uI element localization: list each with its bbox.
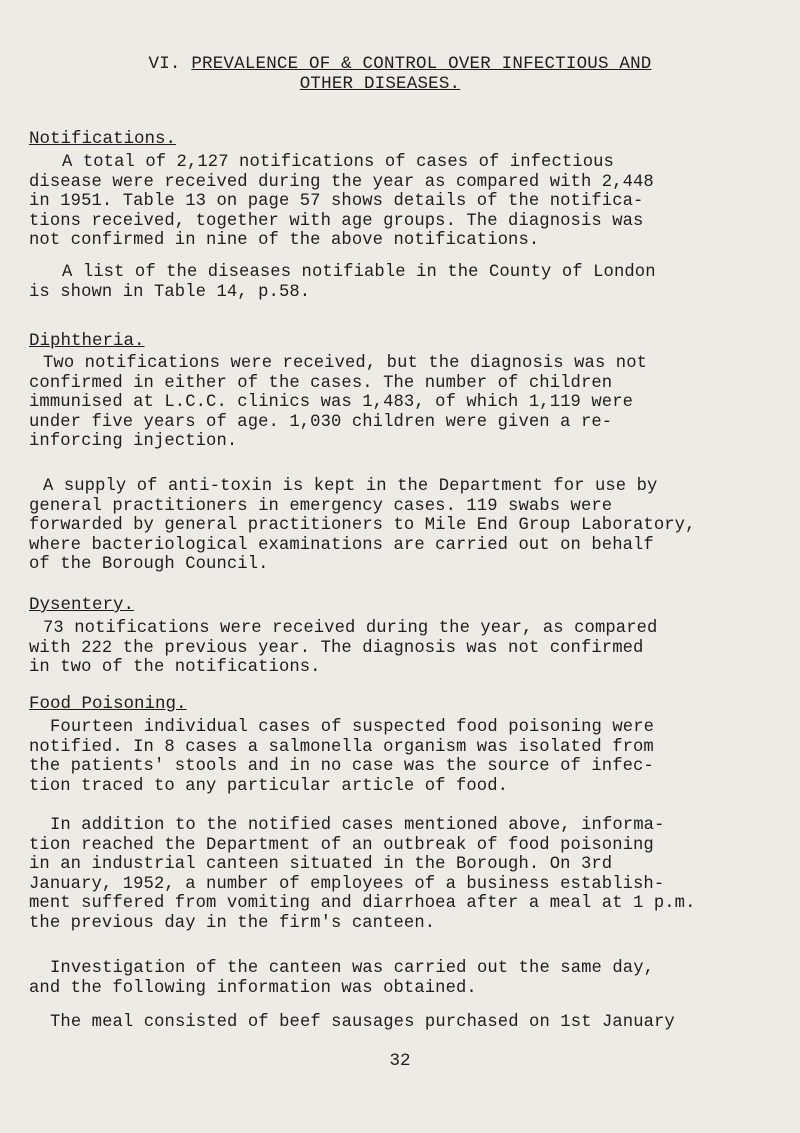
notifications-paragraph-1: A total of 2,127 notifications of cases of infectious disease were received during the year as compared with 2,448 in 1951. Table 13 on page 57 shows details of the notifica- tions received, together with age groups. The diagnosis was not confirmed in nine of the above notifications. [29, 153, 654, 251]
dysentery-paragraph-1: 73 notifications were received during the year, as compared with 222 the previous year. The diagnosis was not confirmed in two of the notifications. [29, 619, 658, 678]
food-poisoning-paragraph-3: Investigation of the canteen was carried out the same day, and the following information was obtained. [29, 959, 655, 998]
food-poisoning-paragraph-2: In addition to the notified cases mentioned above, informa- tion reached the Department of an outbreak of food poisoning in an industrial canteen situated in the Borough. On 3rd January, 1952, a number of employees of a business establish- ment suffered from vomiting and diarrhoea after a meal at 1 p.m. the previous day in the firm's canteen. [29, 816, 696, 933]
chapter-heading-line2 [60, 74, 700, 94]
chapter-heading [80, 54, 720, 74]
diphtheria-paragraph-1: Two notifications were received, but the diagnosis was not confirmed in either of the cases. The number of children immunised at L.C.C. clinics was 1,483, of which 1,119 were under five years of age. 1,030 children were given a re- inforcing injection. [29, 354, 648, 452]
chapter-number: VI. [148, 54, 181, 74]
notifications-paragraph-2: A list of the diseases notifiable in the County of London is shown in Table 14, p.58. [29, 263, 656, 302]
chapter-title-line2: OTHER DISEASES. [299, 74, 461, 94]
chapter-title-line1: PREVALENCE OF & CONTROL OVER INFECTIOUS AND [191, 54, 652, 74]
food-poisoning-paragraph-1: Fourteen individual cases of suspected food poisoning were notified. In 8 cases a salmonella organism was isolated from the patients' stools and in no case was the source of infec- tion traced to any particular article of food. [29, 718, 655, 796]
section-title-dysentery: Dysentery. [29, 595, 135, 615]
section-title-notifications: Notifications. [29, 129, 177, 149]
section-title-diphtheria: Diphtheria. [29, 331, 145, 351]
diphtheria-paragraph-2: A supply of anti-toxin is kept in the Department for use by general practitioners in emergency cases. 119 swabs were forwarded by general practitioners to Mile End Group Laboratory, where bacteriological examinations are carried out on behalf of the Borough Council. [29, 477, 696, 575]
page-number: 32 [389, 1051, 411, 1071]
section-title-food-poisoning: Food Poisoning. [29, 694, 187, 714]
food-poisoning-paragraph-4: The meal consisted of beef sausages purchased on 1st January [50, 1013, 675, 1032]
